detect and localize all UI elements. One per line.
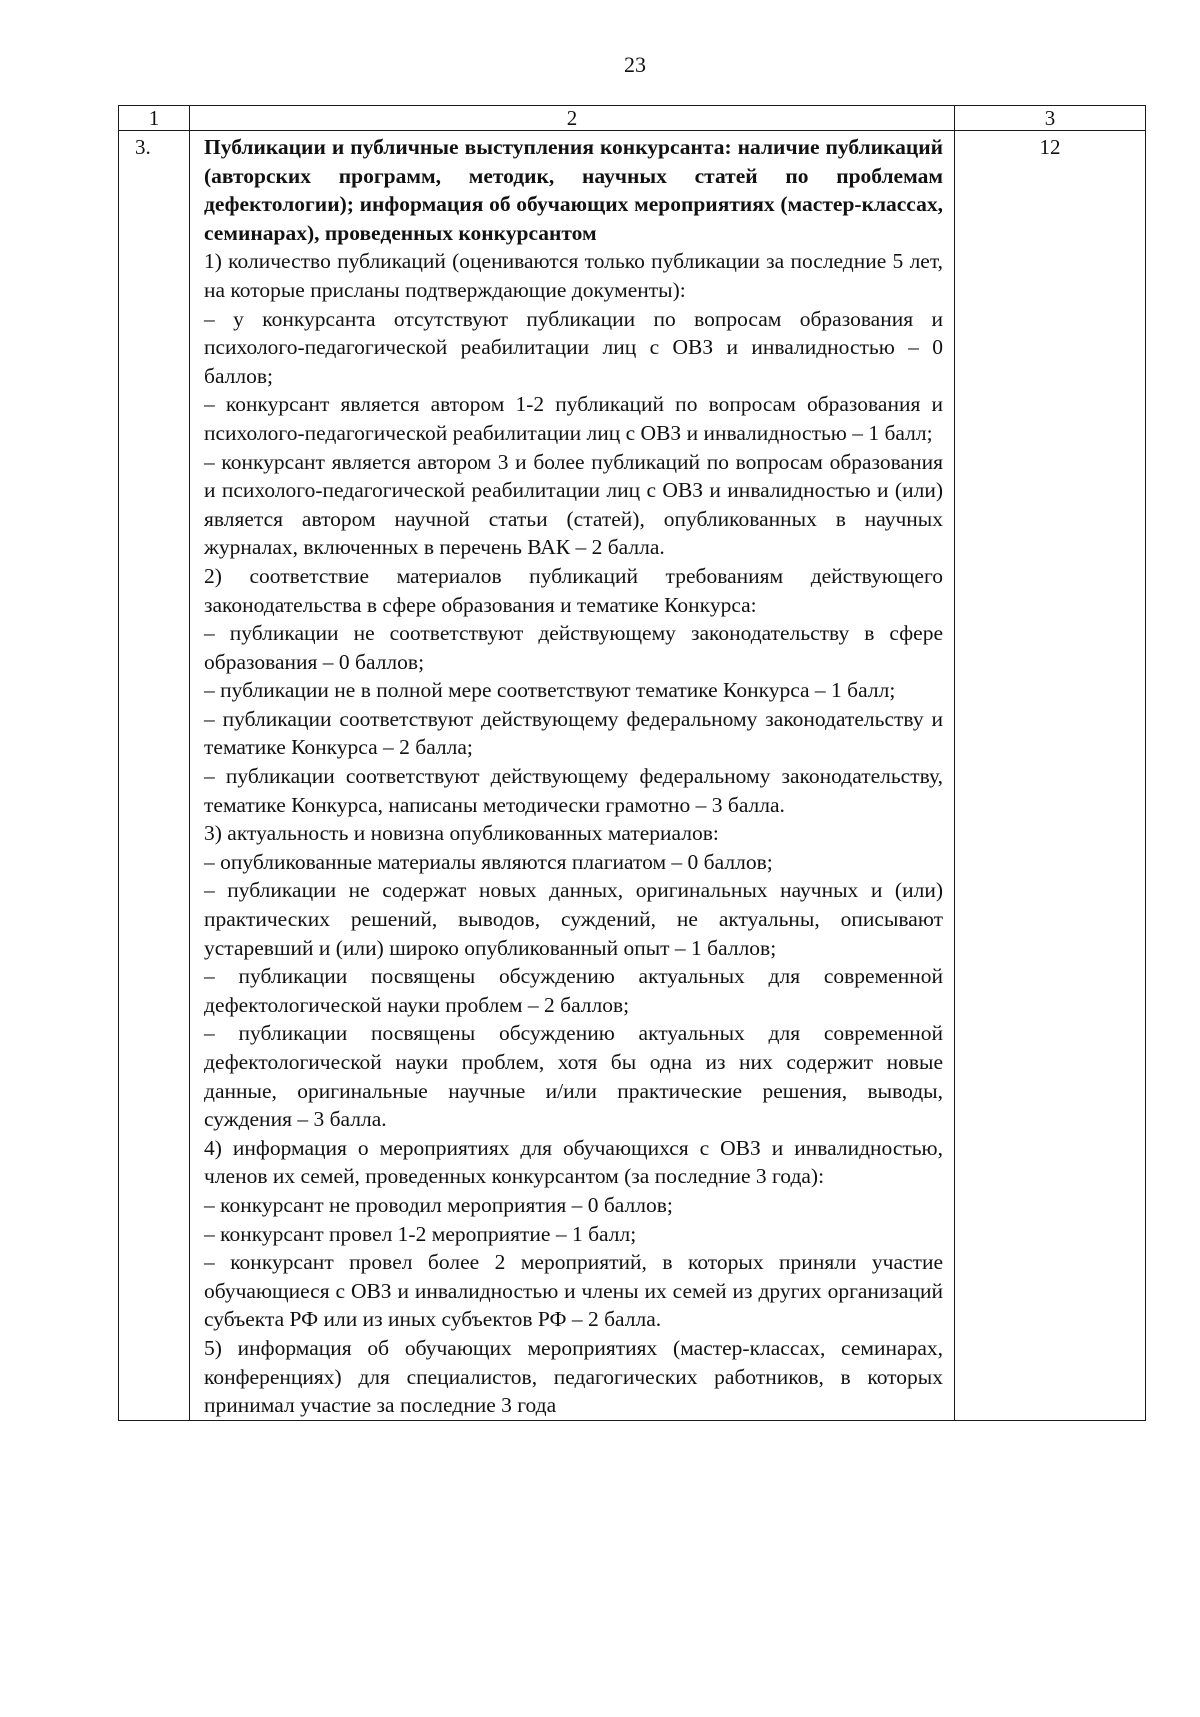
criterion-paragraph: – публикации посвящены обсуждению актуальных для современной дефектологической науки проблем, хотя бы одна из них содержит новые данные, оригинальные научные и/или практические решения, выводы, суждения – 3 балла. xyxy=(204,1021,943,1132)
header-col-3: 3 xyxy=(955,106,1146,131)
criterion-paragraph: – конкурсант не проводил мероприятия – 0 баллов; xyxy=(204,1192,673,1217)
criterion-paragraph: 4) информация о мероприятиях для обучающихся с ОВЗ и инвалидностью, членов их семей, проведенных конкурсантом (за последние 3 года): xyxy=(204,1135,943,1189)
criterion-paragraph: – публикации не в полной мере соответствуют тематике Конкурса – 1 балл; xyxy=(204,678,896,703)
header-col-2: 2 xyxy=(190,106,955,131)
criterion-paragraph: 2) соответствие материалов публикаций требованиям действующего законодательства в сфере образования и тематике Конкурса: xyxy=(204,563,943,617)
page-number: 23 xyxy=(624,52,646,77)
criterion-paragraph: – публикации соответствуют действующему федеральному законодательству, тематике Конкурса, написаны методически грамотно – 3 балла. xyxy=(204,764,943,817)
criterion-paragraph: – конкурсант провел более 2 мероприятий, в которых приняли участие обучающиеся с ОВЗ и инвалидностью и члены их семей из других организаций субъекта РФ или из иных субъектов РФ – 2 балла. xyxy=(204,1250,943,1332)
criterion-paragraph: – публикации не содержат новых данных, оригинальных научных и (или) практических решений, выводов, суждений, не актуальны, описывают устаревший и (или) широко опубликованный опыт – 1 баллов; xyxy=(204,878,943,960)
criterion-paragraph: – опубликованные материалы являются плагиатом – 0 баллов; xyxy=(204,849,773,874)
criterion-paragraph: – конкурсант является автором 3 и более публикаций по вопросам образования и психолого-педагогической реабилитации лиц с ОВЗ и инвалидностью и (или) является автором научной статьи (статей), опубликованных в научных журналах, включенных в перечень ВАК – 2 балла. xyxy=(204,449,943,560)
table-header-row xyxy=(119,106,1146,131)
table-row xyxy=(119,131,1146,1421)
criteria-description xyxy=(190,131,955,1421)
header-col-1: 1 xyxy=(119,106,190,131)
criterion-paragraph: – конкурсант является автором 1-2 публикаций по вопросам образования и психолого-педагогической реабилитации лиц с ОВЗ и инвалидностью – 1 балл; xyxy=(204,392,943,445)
row-number: 3. xyxy=(119,131,190,1421)
criterion-paragraph: – публикации не соответствуют действующему законодательству в сфере образования – 0 баллов; xyxy=(204,621,943,674)
criterion-paragraph: – конкурсант провел 1-2 мероприятие – 1 балл; xyxy=(204,1221,637,1246)
criterion-paragraph: 3) актуальность и новизна опубликованных материалов: xyxy=(204,821,719,846)
criterion-title: Публикации и публичные выступления конкурсанта: наличие публикаций (авторских программ, методик, научных статей по проблемам дефектологии); информация об обучающих мероприятиях (мастер-классах, семинарах), проведенных конкурсантом xyxy=(204,135,943,245)
criterion-paragraph: 5) информация об обучающих мероприятиях (мастер-классах, семинарах, конференциях) для специалистов, педагогических работников, в которых принимал участие за последние 3 года xyxy=(204,1335,943,1418)
criteria-table xyxy=(118,105,1146,1421)
criterion-paragraph: 1) количество публикаций (оцениваются только публикации за последние 5 лет, на которые присланы подтверждающие документы): xyxy=(204,249,943,302)
criterion-paragraph: – публикации соответствуют действующему федеральному законодательству и тематике Конкурса – 2 балла; xyxy=(204,706,943,760)
criterion-paragraph: – публикации посвящены обсуждению актуальных для современной дефектологической науки проблем – 2 баллов; xyxy=(204,964,943,1017)
max-score: 12 xyxy=(955,131,1146,1421)
criterion-paragraph: – у конкурсанта отсутствуют публикации по вопросам образования и психолого-педагогической реабилитации лиц с ОВЗ и инвалидностью – 0 баллов; xyxy=(204,306,943,388)
